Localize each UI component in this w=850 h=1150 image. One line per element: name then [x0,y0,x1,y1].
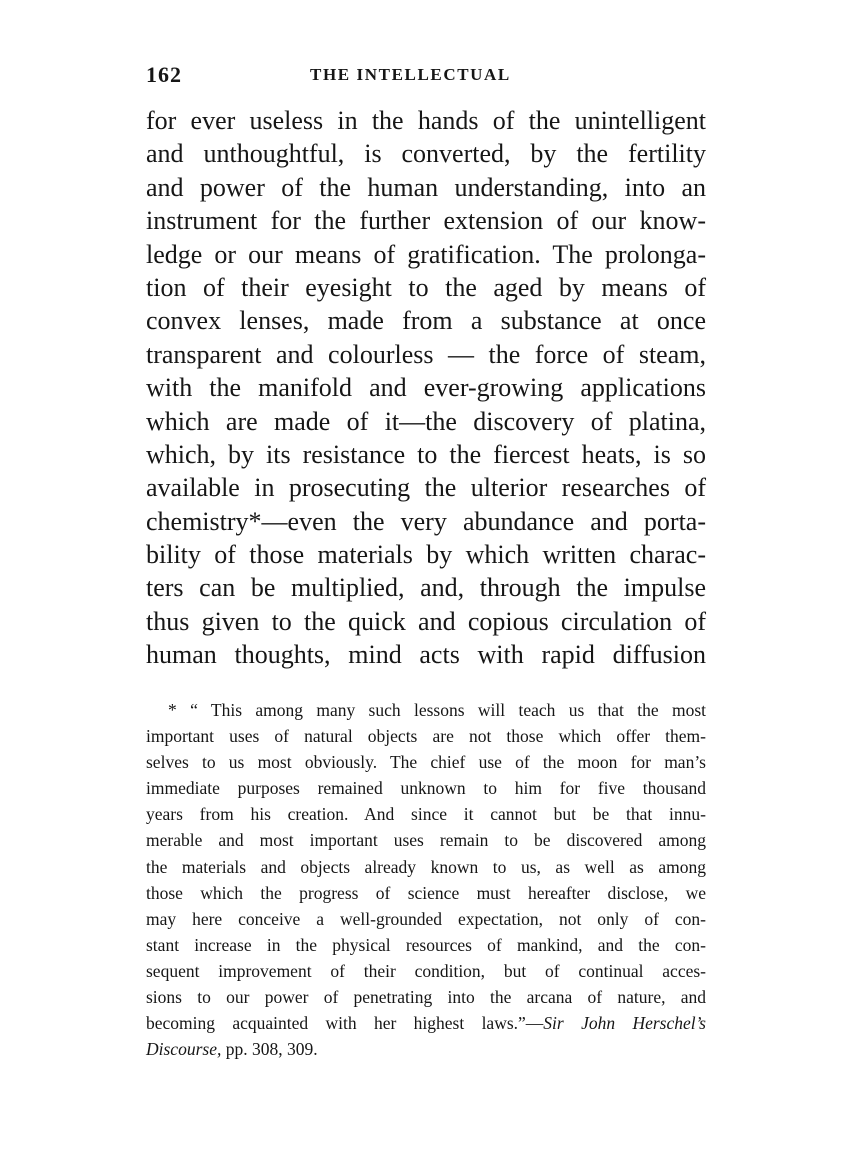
footnote-line-13-text: becoming acquainted with her highest laws.”— [146,1013,544,1034]
body-line-2: and unthoughtful, is converted, by the fertility [146,139,706,169]
footnote-line-8: those which the progress of science must hereafter disclose, we [146,882,706,903]
body-line-12: available in prosecuting the ulterior researches of [146,473,706,503]
footnote-line-5: years from his creation. And since it cannot but be that innu- [146,804,706,825]
footnote [146,697,706,1062]
body-line-16: thus given to the quick and copious circulation of [146,606,706,636]
body-line-1: for ever useless in the hands of the unintelligent [146,106,706,135]
body-line-8: transparent and colourless — the force of steam, [146,339,706,369]
citation-work: Discourse, [146,1039,222,1060]
running-head: THE INTELLECTUAL [310,65,511,84]
main-paragraph [146,104,706,672]
footnote-line-9: may here conceive a well-grounded expectation, not only of con- [146,908,706,929]
body-line-17: human thoughts, mind acts with rapid diffusion [146,640,706,670]
body-line-15: ters can be multiplied, and, through the impulse [146,573,706,603]
page-number: 162 [146,62,182,87]
footnote-line-12: sions to our power of penetrating into the arcana of nature, and [146,987,706,1008]
footnote-line-4: immediate purposes remained unknown to him for five thousand [146,778,706,799]
footnote-line-14 [146,1036,706,1062]
body-line-13: chemistry*—even the very abundance and porta- [146,506,706,536]
footnote-line-7: the materials and objects already known to us, as well as among [146,856,706,877]
footnote-line-3: selves to us most obviously. The chief use of the moon for man’s [146,752,706,773]
body-line-14: bility of those materials by which written charac- [146,540,706,570]
footnote-line-1: * “ This among many such lessons will teach us that the most [168,700,706,720]
footnote-line-11: sequent improvement of their condition, but of continual acces- [146,960,706,981]
page-header [146,58,706,92]
citation-author: Sir John Herschel’s [543,1013,706,1034]
footnote-line-6: merable and most important uses remain to be discovered among [146,830,706,851]
body-line-5: ledge or our means of gratification. The prolonga- [146,239,706,269]
citation-pages: pp. 308, 309. [221,1039,318,1060]
body-line-3: and power of the human understanding, into an [146,172,706,202]
body-line-4: instrument for the further extension of our know- [146,206,706,236]
body-line-6: tion of their eyesight to the aged by means of [146,272,706,302]
footnote-line-13 [146,1010,706,1036]
body-line-7: convex lenses, made from a substance at once [146,306,706,336]
footnote-line-10: stant increase in the physical resources of mankind, and the con- [146,934,706,955]
body-line-9: with the manifold and ever-growing applications [146,373,706,403]
footnote-line-2: important uses of natural objects are not those which offer them- [146,726,706,747]
body-line-10: which are made of it—the discovery of platina, [146,406,706,436]
body-line-11: which, by its resistance to the fiercest heats, is so [146,439,706,469]
